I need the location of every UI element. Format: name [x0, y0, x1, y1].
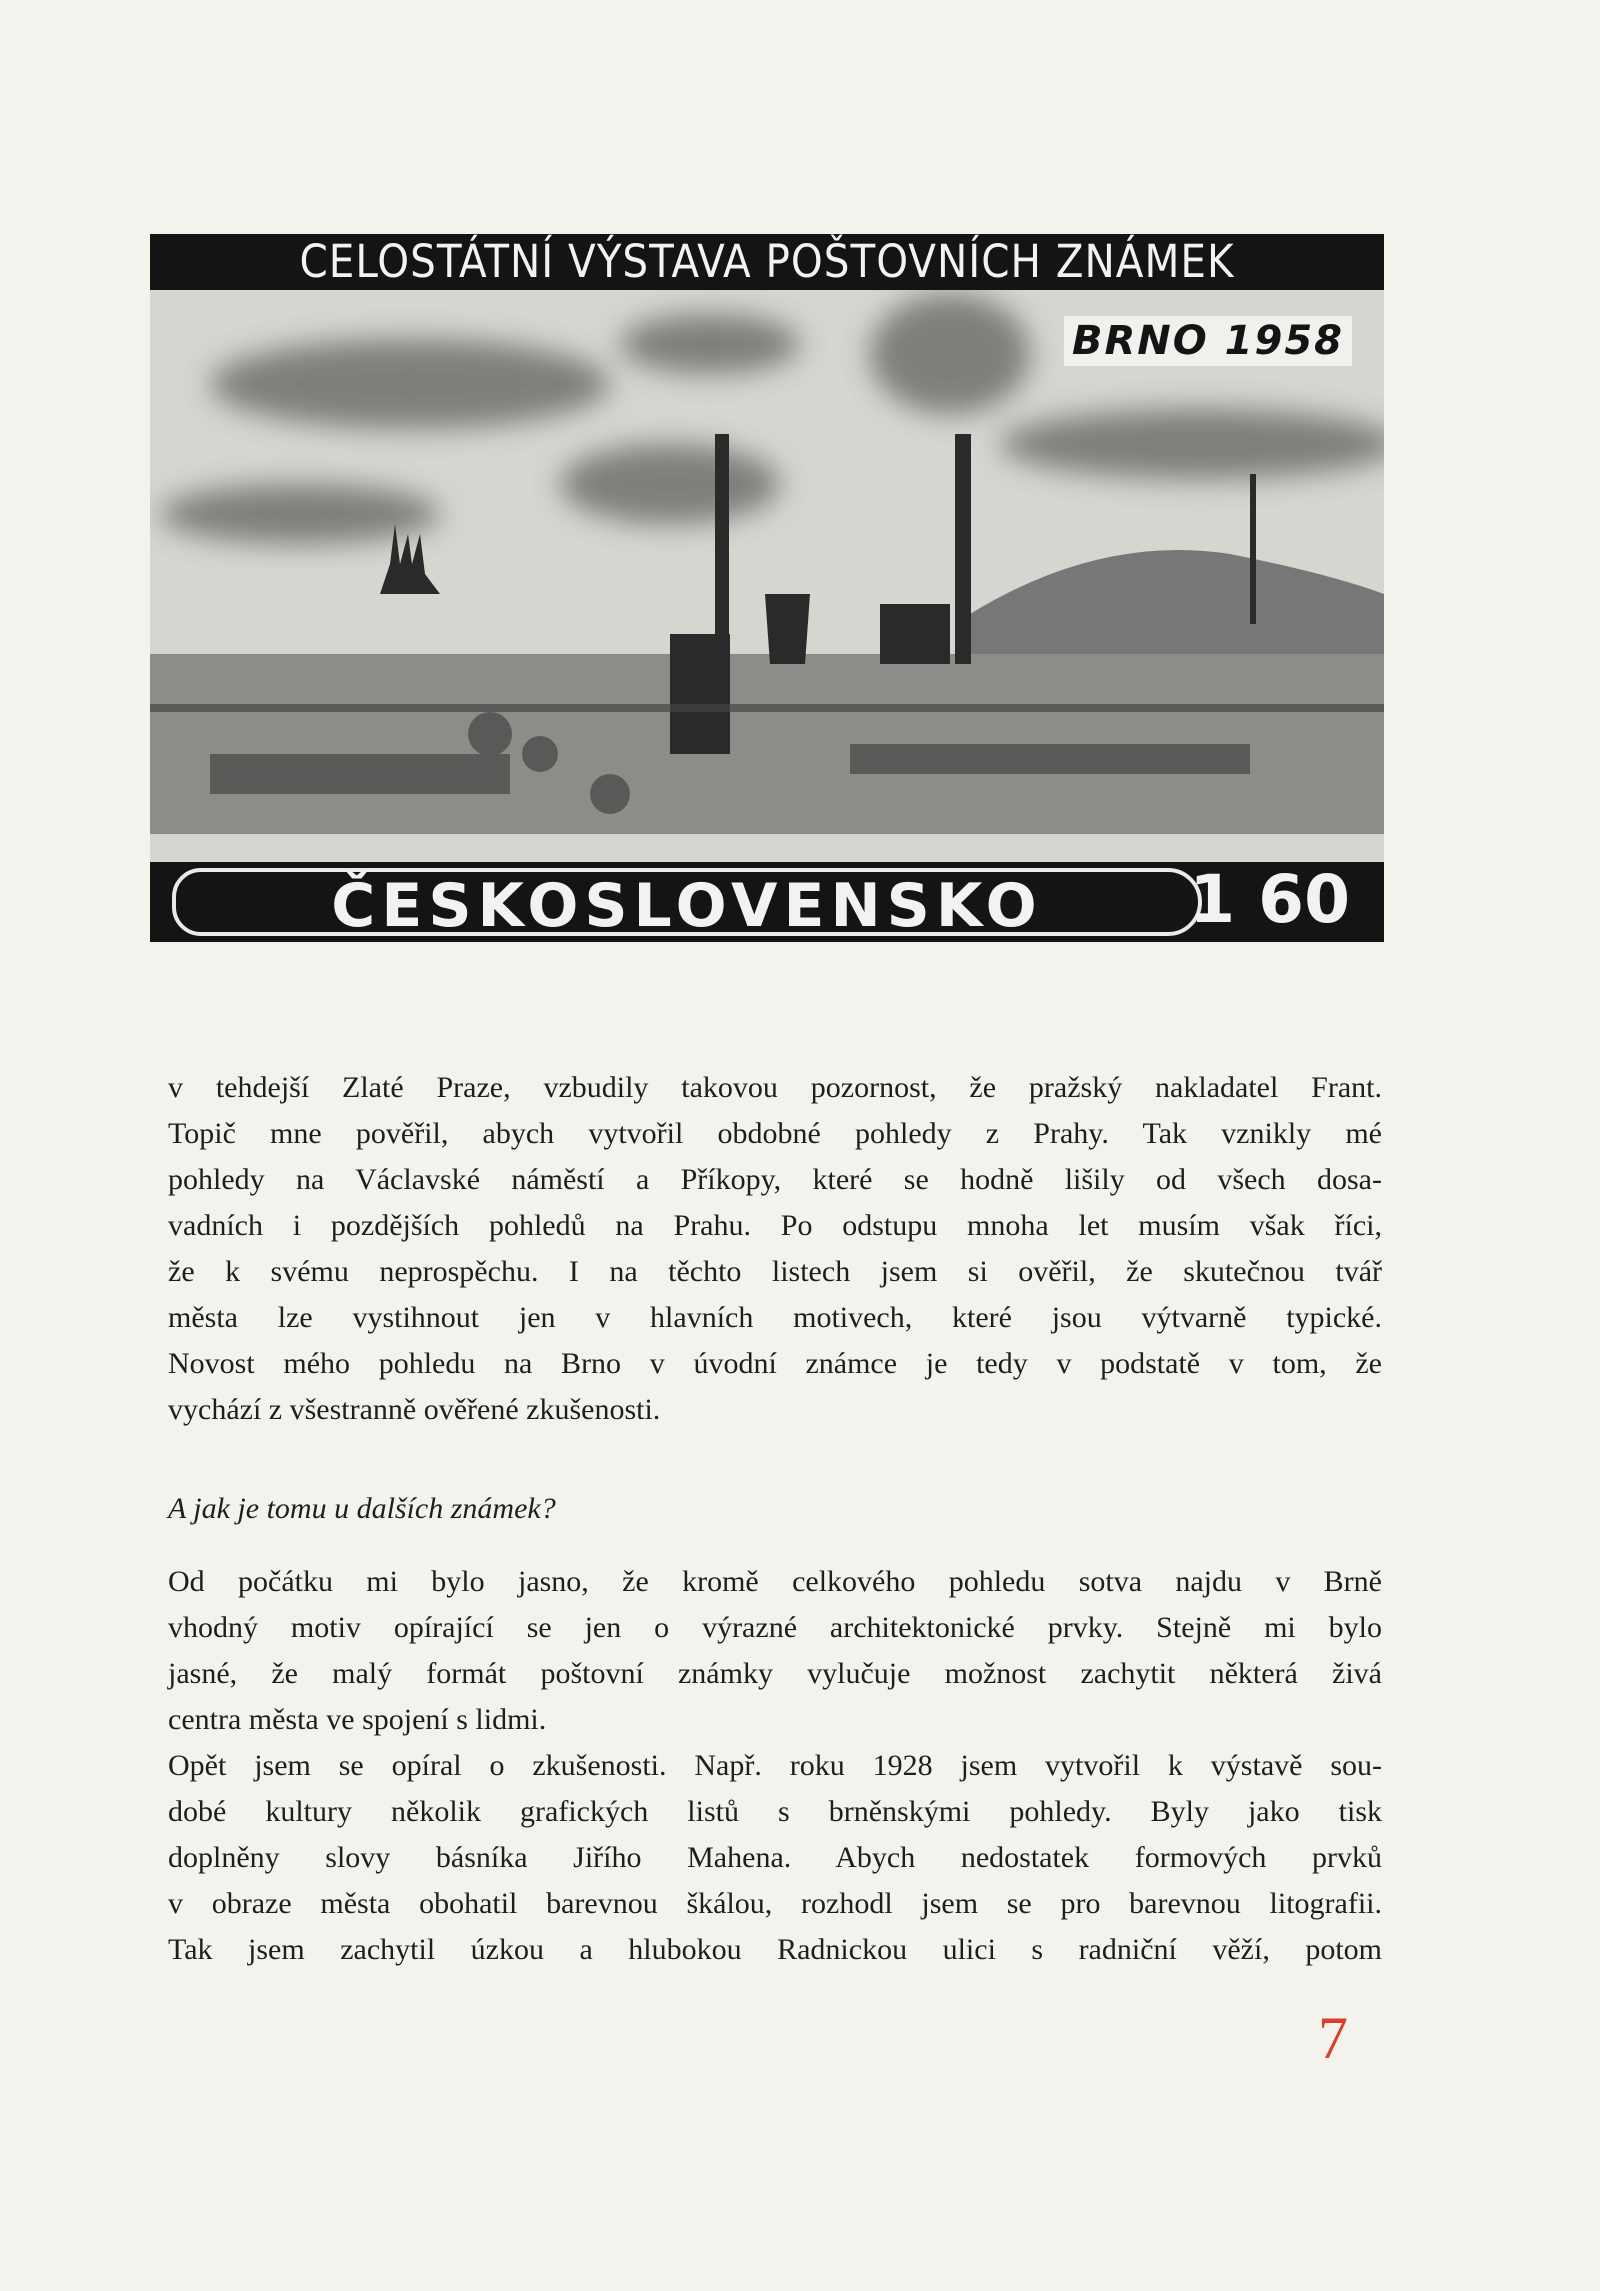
text-line: pohledy na Václavské náměstí a Příkopy, které se hodně lišily od všech dosa-: [168, 1163, 1382, 1196]
stamp-header-text: CELOSTÁTNÍ VÝSTAVA POŠTOVNÍCH ZNÁMEK: [150, 234, 1384, 290]
text-line: v tehdejší Zlaté Praze, vzbudily takovou pozornost, že pražský nakladatel Frant.: [168, 1071, 1382, 1104]
text-line: vhodný motiv opírající se jen o výrazné architektonické prvky. Stejně mi bylo: [168, 1611, 1382, 1644]
page-number: 7: [1318, 2005, 1348, 2071]
text-line: Opět jsem se opíral o zkušenosti. Např. roku 1928 jsem vytvořil k výstavě sou-: [168, 1749, 1382, 1782]
stamp-illustration: [150, 234, 1384, 942]
stamp-value: 1 60: [1189, 861, 1350, 938]
text-line: vadních i pozdějších pohledů na Prahu. Po odstupu mnoha let musím však říci,: [168, 1209, 1382, 1242]
text-line: dobé kultury několik grafických listů s brněnskými pohledy. Byly jako tisk: [168, 1795, 1382, 1828]
paragraph-2: [168, 1559, 1382, 1743]
text-line: Novost mého pohledu na Brno v úvodní známce je tedy v podstatě v tom, že: [168, 1347, 1382, 1380]
text-line: že k svému neprospěchu. I na těchto listech jsem si ověřil, že skutečnou tvář: [168, 1255, 1382, 1288]
text-line: doplněny slovy básníka Jiřího Mahena. Abych nedostatek formových prvků: [168, 1841, 1382, 1874]
text-line: Od počátku mi bylo jasno, že kromě celkového pohledu sotva najdu v Brně: [168, 1565, 1382, 1598]
stamp-place-year: BRNO 1958: [1064, 316, 1352, 366]
text-line: Tak jsem zachytil úzkou a hlubokou Radnickou ulici s radniční věží, potom: [168, 1933, 1382, 1966]
text-line: vychází z všestranně ověřené zkušenosti.: [168, 1393, 661, 1426]
text-line: v obraze města obohatil barevnou škálou, rozhodl jsem se pro barevnou litografii.: [168, 1887, 1382, 1920]
text-line: města lze vystihnout jen v hlavních motivech, které jsou výtvarně typické.: [168, 1301, 1382, 1334]
paragraph-3: [168, 1743, 1382, 1973]
text-line: centra města ve spojení s lidmi.: [168, 1703, 547, 1736]
section-heading: A jak je tomu u dalších známek?: [168, 1492, 556, 1525]
stamp-country-name: ČESKOSLOVENSKO: [172, 868, 1202, 936]
text-line: jasné, že malý formát poštovní známky vylučuje možnost zachytit některá živá: [168, 1657, 1382, 1690]
paragraph-1: [168, 1065, 1382, 1433]
text-line: Topič mne pověřil, abych vytvořil obdobné pohledy z Prahy. Tak vznikly mé: [168, 1117, 1382, 1150]
